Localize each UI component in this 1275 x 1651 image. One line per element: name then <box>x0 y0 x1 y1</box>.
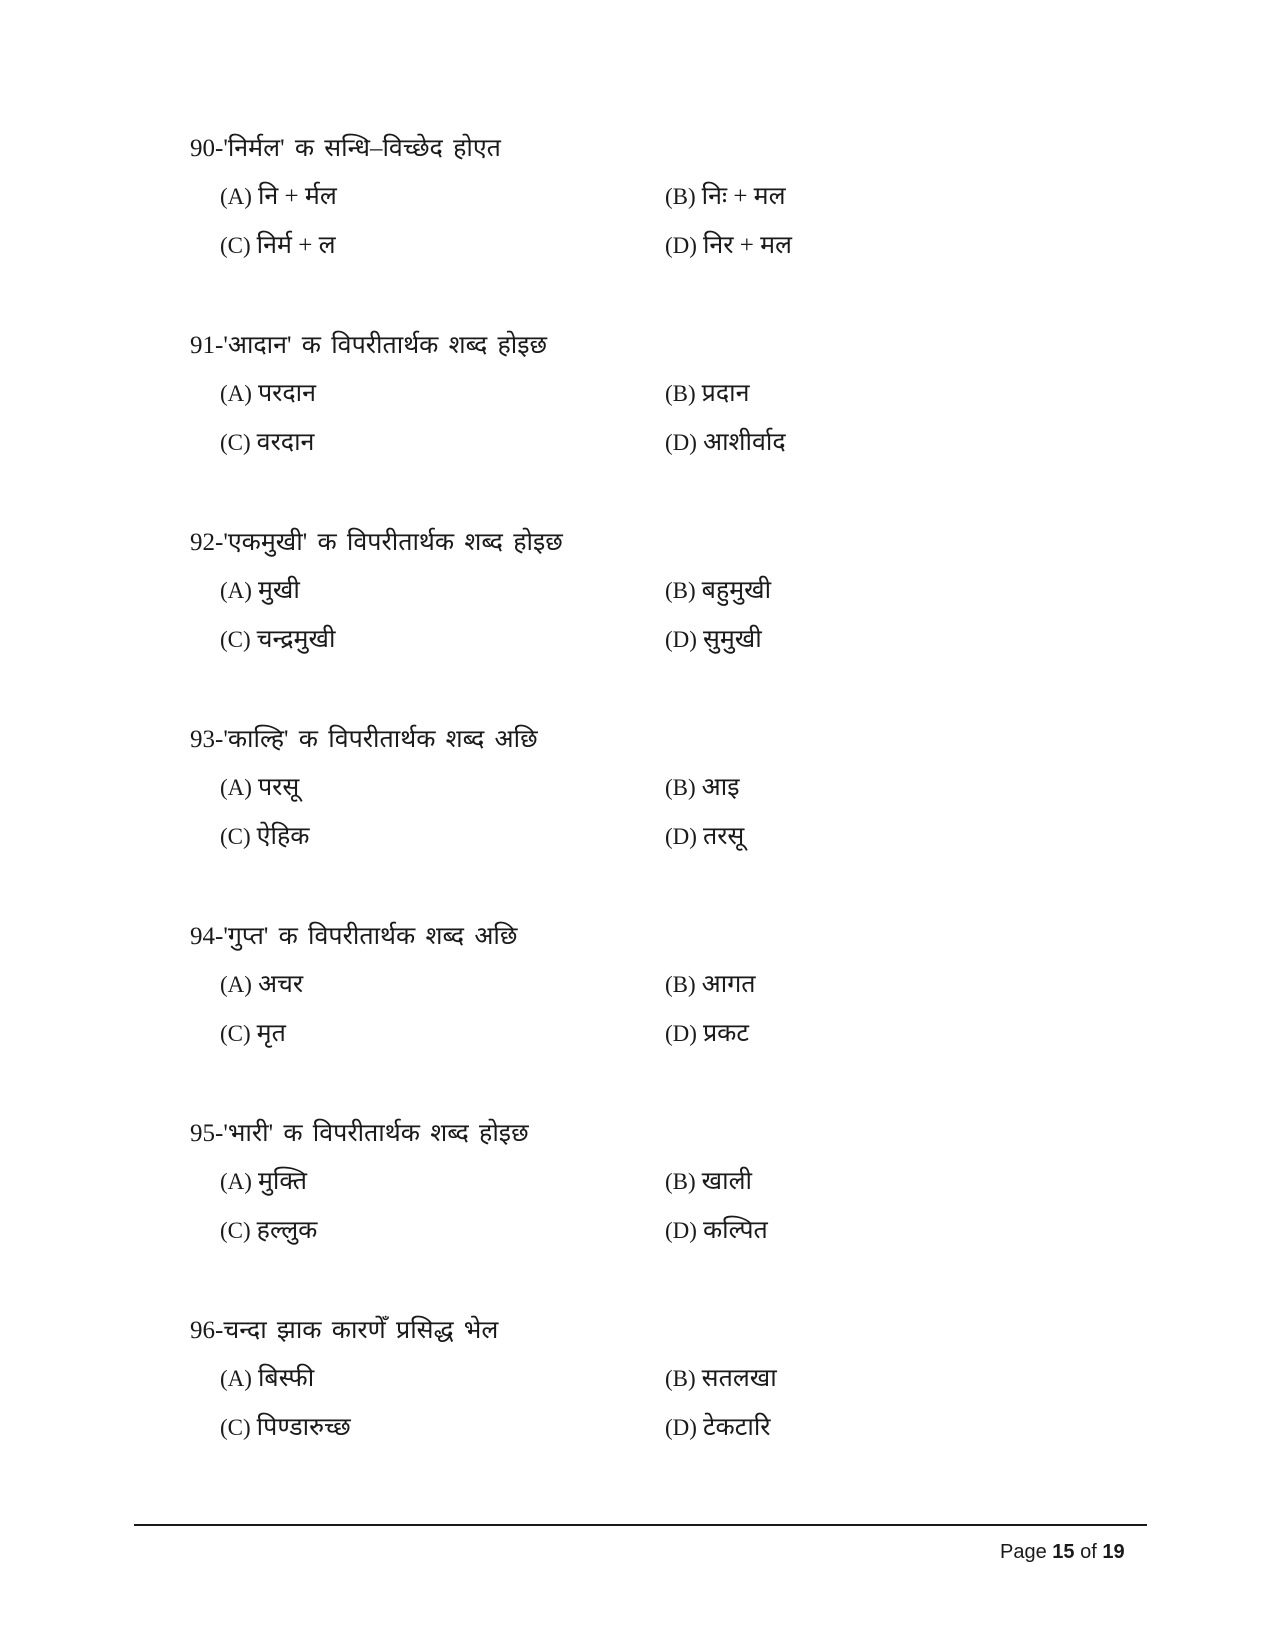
option-text: आगत <box>701 971 756 998</box>
question-92 <box>190 528 1090 725</box>
option-key: (C) <box>220 1021 251 1046</box>
option-grid <box>220 182 1090 261</box>
option-text: सुमुखी <box>702 626 762 653</box>
question-96 <box>190 1316 1090 1513</box>
option-b <box>665 1364 965 1394</box>
option-a <box>220 182 665 212</box>
option-grid <box>220 1364 1090 1443</box>
option-grid <box>220 1167 1090 1246</box>
option-text: टेकटारि <box>702 1414 771 1441</box>
option-text: निः + मल <box>701 183 786 210</box>
option-key: (A) <box>220 381 252 406</box>
option-c <box>220 231 665 261</box>
option-key: (D) <box>665 1218 697 1243</box>
option-d <box>665 1019 965 1049</box>
option-key: (A) <box>220 1169 252 1194</box>
option-key: (C) <box>220 1218 251 1243</box>
option-text: निर्म + ल <box>256 232 336 259</box>
page-number <box>1000 1540 1125 1564</box>
option-text: प्रदान <box>701 380 750 407</box>
option-key: (B) <box>665 381 696 406</box>
option-text: मुक्ति <box>257 1168 308 1195</box>
option-key: (B) <box>665 578 696 603</box>
question-94 <box>190 922 1090 1119</box>
option-c <box>220 1413 665 1443</box>
option-text: प्रकट <box>702 1020 749 1047</box>
option-key: (C) <box>220 430 251 455</box>
option-a <box>220 970 665 1000</box>
option-text: परदान <box>257 380 316 407</box>
option-text: वरदान <box>256 429 315 456</box>
option-c <box>220 1216 665 1246</box>
option-grid <box>220 576 1090 655</box>
option-b <box>665 182 965 212</box>
option-key: (B) <box>665 184 696 209</box>
option-key: (D) <box>665 627 697 652</box>
of-label: of <box>1080 1541 1097 1563</box>
option-b <box>665 773 965 803</box>
option-c <box>220 625 665 655</box>
option-key: (A) <box>220 184 252 209</box>
option-b <box>665 576 965 606</box>
option-a <box>220 1167 665 1197</box>
option-d <box>665 231 965 261</box>
question-stem: 91-'आदान' क विपरीतार्थक शब्द होइछ <box>190 332 548 359</box>
option-c <box>220 428 665 458</box>
option-text: निर + मल <box>702 232 793 259</box>
option-b <box>665 1167 965 1197</box>
question-93 <box>190 725 1090 922</box>
option-text: तरसू <box>702 823 745 850</box>
option-key: (D) <box>665 1021 697 1046</box>
option-b <box>665 970 965 1000</box>
option-grid <box>220 773 1090 852</box>
footer-divider <box>134 1524 1147 1526</box>
option-key: (B) <box>665 775 696 800</box>
option-key: (A) <box>220 578 252 603</box>
question-stem: 95-'भारी' क विपरीतार्थक शब्द होइछ <box>190 1120 529 1147</box>
option-text: मृत <box>256 1020 286 1047</box>
option-a <box>220 576 665 606</box>
option-d <box>665 1216 965 1246</box>
option-a <box>220 773 665 803</box>
option-text: पिण्डारुच्छ <box>256 1414 351 1441</box>
option-text: आइ <box>701 774 740 801</box>
question-stem: 96-चन्दा झाक कारणेँ प्रसिद्ध भेल <box>190 1317 499 1344</box>
option-text: खाली <box>701 1168 753 1195</box>
question-91 <box>190 331 1090 528</box>
option-d <box>665 1413 965 1443</box>
option-a <box>220 1364 665 1394</box>
question-stem: 93-'काल्हि' क विपरीतार्थक शब्द अछि <box>190 726 538 753</box>
option-text: परसू <box>257 774 300 801</box>
option-key: (C) <box>220 824 251 849</box>
option-text: ऐहिक <box>256 823 310 850</box>
option-grid <box>220 379 1090 458</box>
option-text: अचर <box>257 971 304 998</box>
option-text: आशीर्वाद <box>702 429 786 456</box>
option-key: (D) <box>665 1415 697 1440</box>
option-text: सतलखा <box>701 1365 777 1392</box>
option-key: (D) <box>665 430 697 455</box>
total-pages: 19 <box>1102 1541 1125 1563</box>
option-text: मुखी <box>257 577 300 604</box>
question-95 <box>190 1119 1090 1316</box>
option-text: नि + र्मल <box>257 183 337 210</box>
option-text: हल्लुक <box>256 1217 318 1244</box>
option-key: (C) <box>220 1415 251 1440</box>
question-90 <box>190 134 1090 331</box>
option-d <box>665 625 965 655</box>
option-c <box>220 822 665 852</box>
option-d <box>665 822 965 852</box>
option-d <box>665 428 965 458</box>
option-key: (A) <box>220 775 252 800</box>
option-key: (A) <box>220 972 252 997</box>
option-c <box>220 1019 665 1049</box>
option-key: (B) <box>665 1169 696 1194</box>
option-grid <box>220 970 1090 1049</box>
option-key: (C) <box>220 627 251 652</box>
option-key: (B) <box>665 1366 696 1391</box>
question-stem: 94-'गुप्त' क विपरीतार्थक शब्द अछि <box>190 923 518 950</box>
option-text: बहुमुखी <box>701 577 772 604</box>
option-b <box>665 379 965 409</box>
option-key: (C) <box>220 233 251 258</box>
option-key: (A) <box>220 1366 252 1391</box>
option-key: (D) <box>665 233 697 258</box>
question-stem: 90-'निर्मल' क सन्धि–विच्छेद होएत <box>190 135 501 162</box>
page-label: Page <box>1000 1541 1047 1563</box>
question-list <box>190 134 1090 1513</box>
option-text: कल्पित <box>702 1217 768 1244</box>
option-text: चन्द्रमुखी <box>256 626 336 653</box>
option-text: बिस्फी <box>257 1365 315 1392</box>
option-a <box>220 379 665 409</box>
current-page: 15 <box>1052 1541 1075 1563</box>
option-key: (B) <box>665 972 696 997</box>
question-stem: 92-'एकमुखी' क विपरीतार्थक शब्द होइछ <box>190 529 563 556</box>
option-key: (D) <box>665 824 697 849</box>
